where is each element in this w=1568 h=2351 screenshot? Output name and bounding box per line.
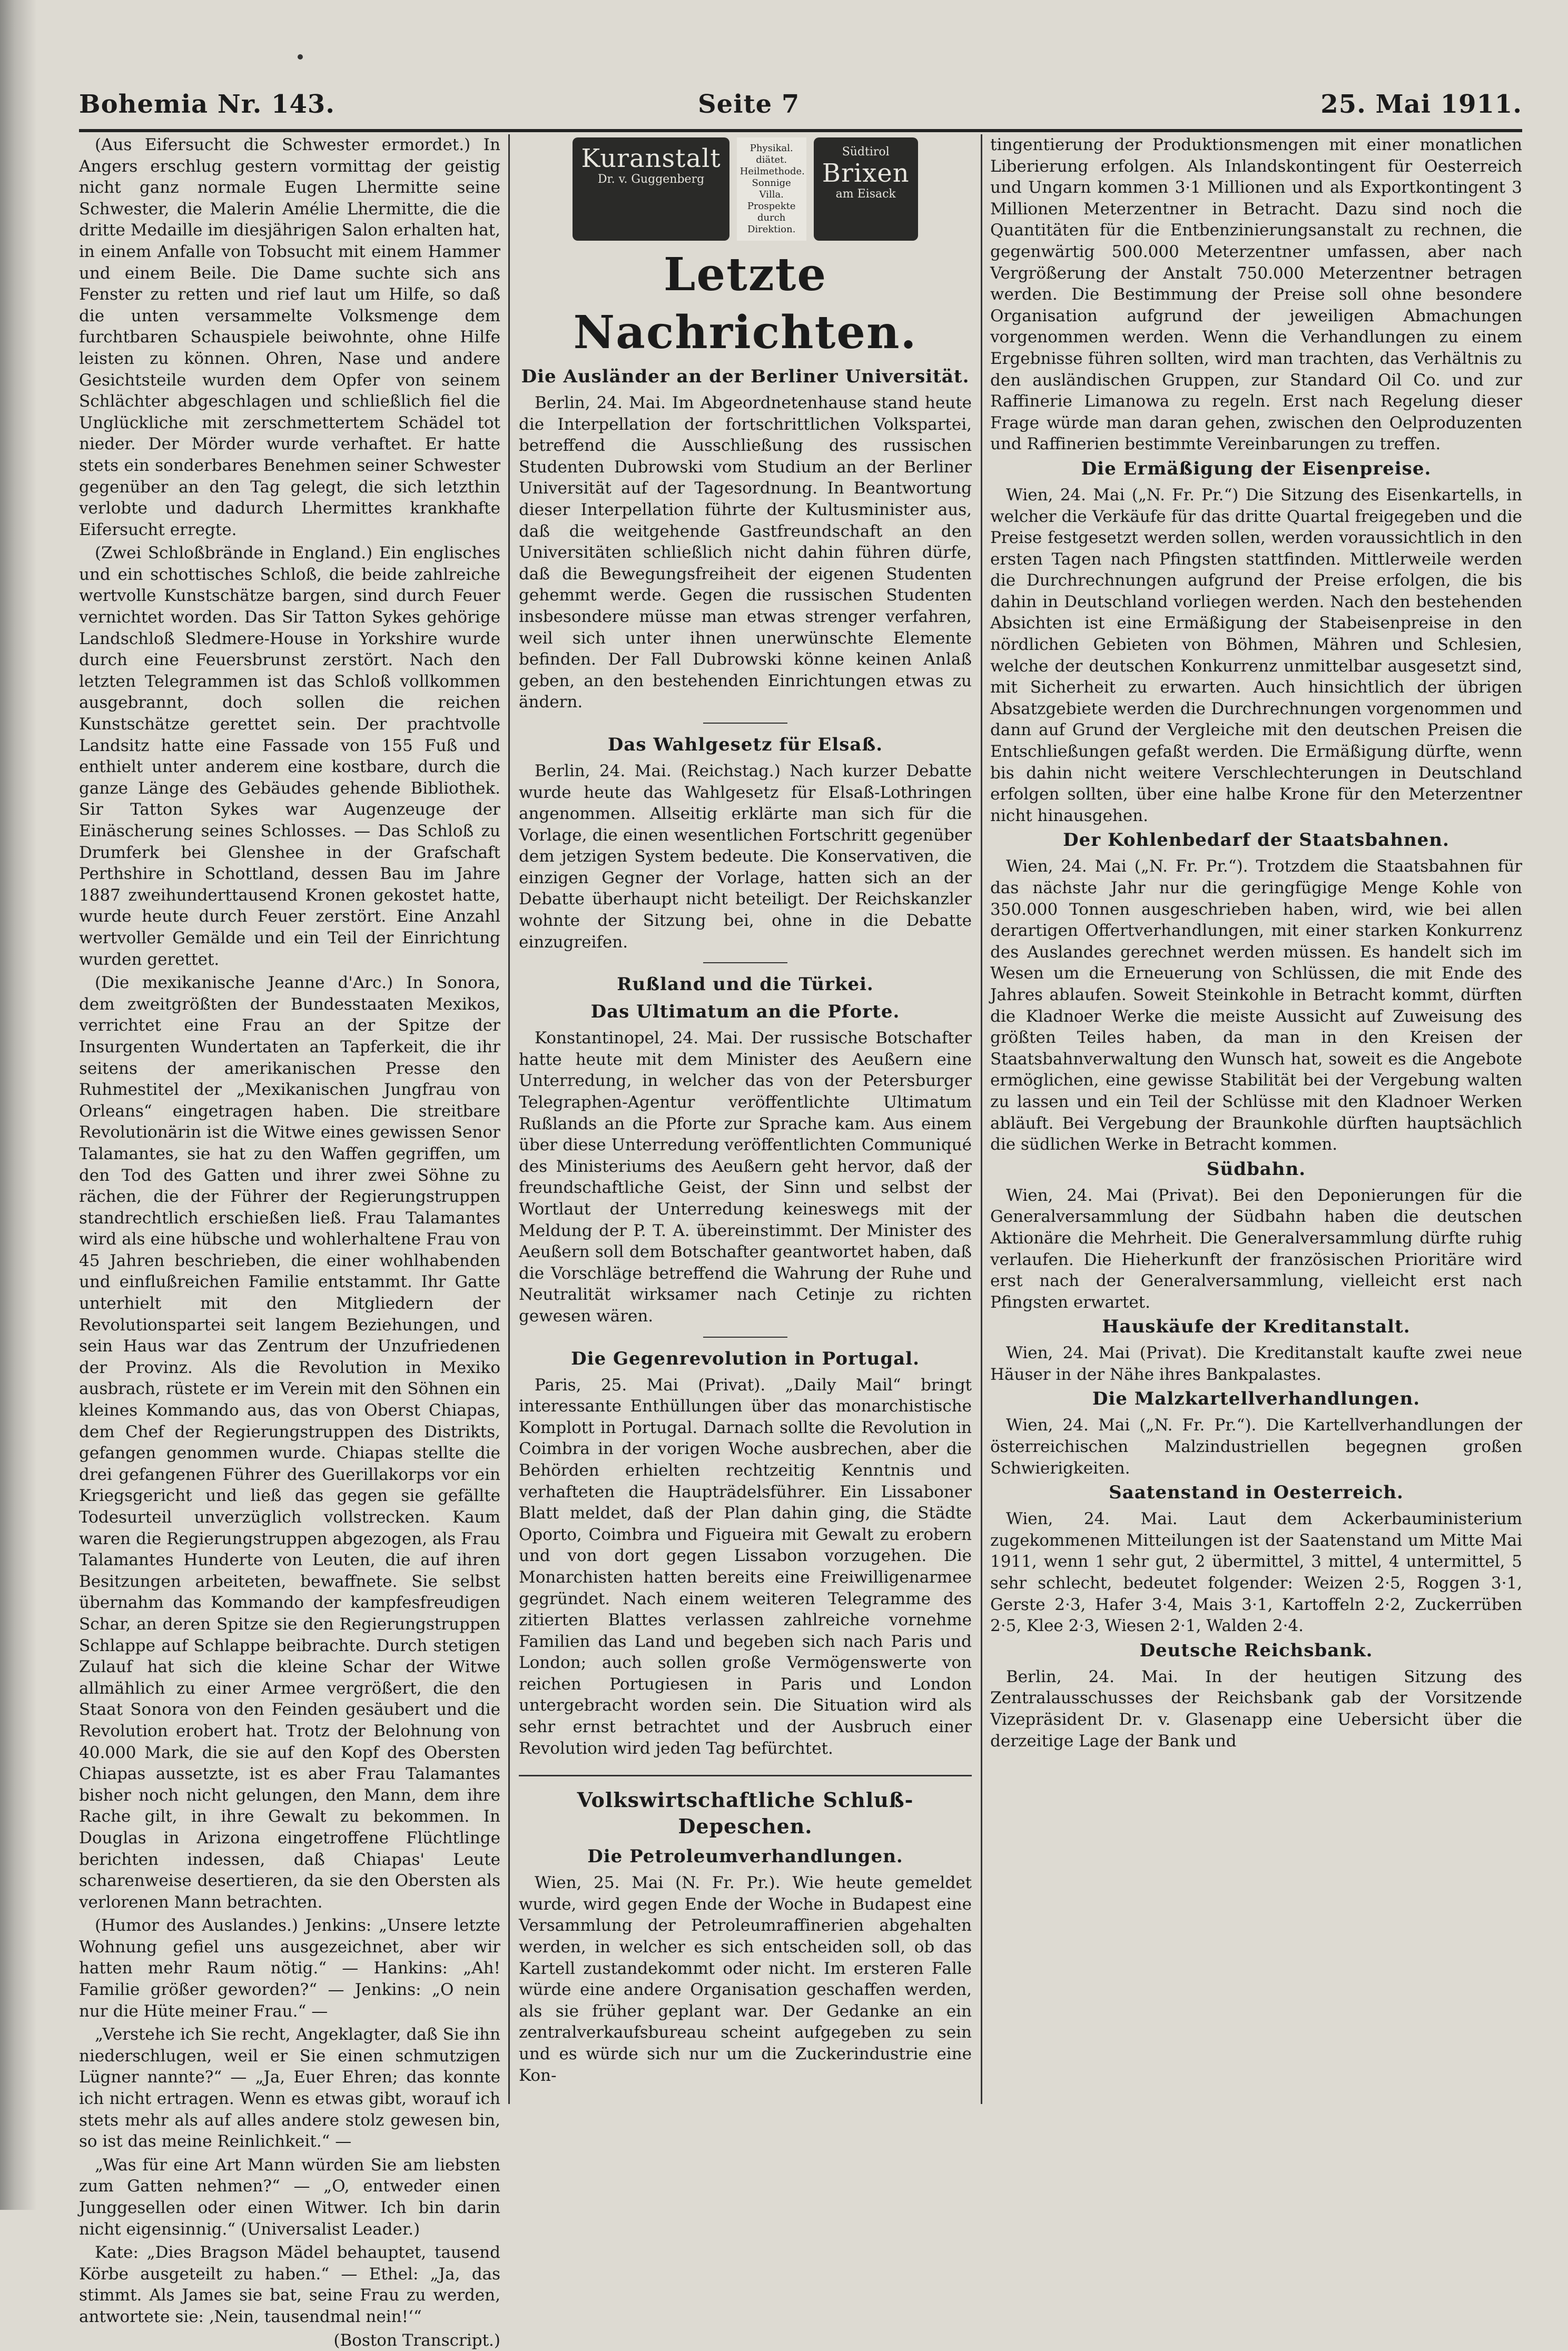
advertisement-kuranstalt xyxy=(519,137,972,241)
article-humor-2: „Verstehe ich Sie recht, Angeklagter, daß Sie ihn niederschlugen, weil er Sie einen schmutzigen Lügner nannte?“ — „Ja, Euer Ehren; das konnte ich nicht ertragen. Wenn es etwas gibt, worauf ich stets mehr als auf alles andere stolz gewesen bin, so ist das meine Reinlichkeit.“ — xyxy=(79,2025,500,2151)
ad-right-panel xyxy=(814,137,918,241)
headline-wahlgesetz: Das Wahlgesetz für Elsaß. xyxy=(607,734,883,755)
article-russland: Konstantinopel, 24. Mai. Der russische Botschafter hatte heute mit dem Minister des Aeußern eine Unterredung, in welcher das von der Petersburger Telegraphen-Agentur veröffentlichte Ultimatum Rußlands an die Pforte zur Sprache kam. Aus einem über diese Unterredung veröffentlichten Communiqué des Ministeriums des Aeußern geht hervor, daß der freundschaftliche Geist, der Sinn und selbst der Wortlaut der Unterredung keineswegs mit der Meldung der P. T. A. übereinstimmt. Der Minister des Aeußern soll dem Botschafter geantwortet haben, daß die Vorschläge betreffend die Wahrung der Ruhe und Neutralität wirksamer nach Cetinje zu richten gewesen wären. xyxy=(519,1029,972,1326)
headline-volkswirtschaft: Volkswirtschaftliche Schluß-Depeschen. xyxy=(519,1775,972,1840)
column-middle xyxy=(519,134,972,2104)
article-portugal: Paris, 25. Mai (Privat). „Daily Mail“ bringt interessante Enthüllungen über das monarchistische Komplott in Portugal. Darnach sollte die Revolution in Coimbra in der vorigen Woche ausbrechen, aber die Behörden erhielten rechtzeitig Kenntnis und verhafteten die Haupträdelsführer. Ein Lissaboner Blatt meldet, daß der Plan dahin ging, die Städte Oporto, Coimbra und Figueira mit Gewalt zu erobern und von dort gegen Lissabon vorzugehen. Die Monarchisten hatten bereits eine Freiwilligenarmee gegründet. Nach einem weiteren Telegramme des zitierten Blattes verlassen zahlreiche vornehme Familien das Land und begeben sich nach Paris und London; auch sollen große Vermögenswerte von reichen Portugiesen in Paris und London untergebracht worden sein. Die Situation wird als sehr ernst betrachtet und der Ausbruch einer Revolution wird jeden Tag befürchtet. xyxy=(519,1375,972,1758)
article-suedbahn: Wien, 24. Mai (Privat). Bei den Deponierungen für die Generalversammlung der Südbahn haben die deutschen Aktionäre die Mehrheit. Die Generalversammlung dürfte ruhig verlaufen. Die Hieherkunft der französischen Prioritäre wird erst nach der Generalversammlung, vielleicht erst nach Pfingsten erwartet. xyxy=(990,1186,1522,1312)
article-wahlgesetz: Berlin, 24. Mai. (Reichstag.) Nach kurzer Debatte wurde heute das Wahlgesetz für Elsaß-Lothringen angenommen. Allseitig erklärte man sich für die Vorlage, die einen wesentlichen Fortschritt gegenüber dem jetzigen System bedeute. Die Konservativen, die einzigen Gegner der Vorlage, hatten sich an der Debatte überhaupt nicht beteiligt. Der Reichskanzler wohnte der Sitzung bei, ohne in die Debatte einzugreifen. xyxy=(519,761,972,952)
column-left xyxy=(79,134,500,2350)
headline-saatenstand: Saatenstand in Oesterreich. xyxy=(1109,1482,1404,1504)
ad-left-panel xyxy=(573,137,729,241)
article-humor-1: (Humor des Auslandes.) Jenkins: „Unsere letzte Wohnung gefiel uns ausgezeichnet, aber wir hatten mehr Raum nötig.“ — Hankins: „Ah! Familie größer geworden?“ — Jenkins: „O nein nur die Hüte meiner Frau.“ — xyxy=(79,1916,500,2021)
article-auslaender: Berlin, 24. Mai. Im Abgeordnetenhause stand heute die Interpellation der fortschrittlichen Volkspartei, betreffend die Ausschließung des russischen Studenten Dubrowski vom Studium an der Berliner Universität auf der Tagesordnung. In Beantwortung dieser Interpellation führte der Kultusminister aus, daß die weitgehende Gastfreundschaft an den Universitäten schließlich nicht dahin führen dürfe, daß die Bewegungsfreiheit der eigenen Studenten gehemmt werde. Gegen die russischen Studenten insbesondere müsse man etwas strenger verfahren, weil sich unter ihnen unerwünschte Elemente befinden. Der Fall Dubrowski könne keinen Anlaß geben, an den bestehenden Einrichtungen etwas zu ändern. xyxy=(519,393,972,712)
ad-right-river: am Eisack xyxy=(835,187,896,201)
article-reichsbank: Berlin, 24. Mai. In der heutigen Sitzung des Zentralausschusses der Reichsbank gab der Vorsitzende Vizepräsident Dr. v. Glasenapp eine Uebersicht über die derzeitige Lage der Bank und xyxy=(990,1667,1522,1751)
subheadline-petroleum: Die Petroleumverhandlungen. xyxy=(587,1846,903,1868)
subheadline-ultimatum: Das Ultimatum an die Pforte. xyxy=(590,1001,900,1023)
article-humor-4: Kate: „Dies Bragson Mädel behauptet, tausend Körbe ausgeteilt zu haben.“ — Ethel: „Ja, das stimmt. Als James sie bat, seine Frau zu werden, antwortete sie: ‚Nein, tausendmal nein!‘“ xyxy=(79,2243,500,2326)
ad-left-title: Kuranstalt xyxy=(581,144,721,173)
headline-kohlenbedarf: Der Kohlenbedarf der Staatsbahnen. xyxy=(1063,829,1449,851)
article-eisenpreise: Wien, 24. Mai („N. Fr. Pr.“) Die Sitzung des Eisenkartells, in welcher die Verkäufe für das dritte Quartal freigegeben und die Preise festgesetzt werden sollen, werden voraussichtlich in den ersten Tagen nach Pfingsten stattfinden. Mittlerweile werden die Durchrechnungen aufgrund der Preise erfolgen, die bis dahin in Deutschland vorliegen werden. Nach den bestehenden Absichten ist eine Ermäßigung der Stabeisenpreise in den nördlichen Gebieten von Böhmen, Mähren und Schlesien, welche der deutschen Konkurrenz unmittelbar ausgesetzt sind, mit Sicherheit zu erwarten. Auch hinsichtlich der übrigen Absatzgebiete werden die Durchrechnungen vorgenommen und dann auf Grund der Vergleiche mit den deutschen Preisen die Entschließungen gefaßt werden. Die Ermäßigung dürfte, wenn bis dahin nicht weitere Verschlechterungen in Deutschland erfolgen sollten, über eine halbe Krone für den Meterzentner nicht hinausgehen. xyxy=(990,485,1522,825)
headline-reichsbank: Deutsche Reichsbank. xyxy=(1139,1639,1373,1661)
section-title: Letzte Nachrichten. xyxy=(573,248,918,359)
header-date: 25. Mai 1911. xyxy=(1320,90,1522,119)
article-saatenstand: Wien, 24. Mai. Laut dem Ackerbauministerium zugekommenen Mitteilungen ist der Saatenstand um Mitte Mai 1911, wenn 1 sehr gut, 2 übermittel, 3 mittel, 4 untermittel, 5 sehr schlecht, bedeutet folgender: Weizen 2·5, Roggen 3·1, Gerste 2·3, Hafer 3·4, Mais 3·1, Kartoffeln 2·2, Zuckerrüben 2·5, Klee 2·3, Wiesen 2·1, Walden 2·4. xyxy=(990,1509,1522,1636)
header-rule xyxy=(79,129,1522,132)
article-source: (Boston Transcript.) xyxy=(333,2330,500,2350)
ad-right-region: Südtirol xyxy=(842,145,890,159)
headline-auslaender: Die Ausländer an der Berliner Universität. xyxy=(521,366,970,387)
headline-russland: Rußland und die Türkei. xyxy=(617,974,874,995)
separator xyxy=(703,1337,787,1338)
page-header xyxy=(79,84,1522,126)
article-eifersucht: (Aus Eifersucht die Schwester ermordet.) In Angers erschlug gestern vormittag der geistig nicht ganz normale Eugen Lhermitte seine Schwester, die Malerin Amélie Lhermitte, die die dritte Medaille im diesjährigen Salon erhalten hat, in einem Anfalle von Tobsucht mit einem Hammer und einem Beile. Die Dame suchte sich ans Fenster zu retten und rief laut um Hilfe, so daß die unten versammelte Volksmenge dem furchtbaren Schauspiele beiwohnte, ohne Hilfe leisten zu können. Ohren, Nase und andere Gesichtsteile wurden dem Opfer von seinem Schlächter abgeschlagen und schließlich fiel die Unglückliche mit zerschmettertem Schädel tot nieder. Der Mörder wurde verhaftet. Er hatte stets ein sonderbares Benehmen seiner Schwester gegenüber an den Tag gelegt, die sich letzthin verlobte und dadurch Lhermittes krankhafte Eifersucht erregte. xyxy=(79,135,500,539)
page-edge-shadow xyxy=(0,0,37,2210)
headline-kreditanstalt: Hauskäufe der Kreditanstalt. xyxy=(1102,1316,1411,1338)
column-rule-1 xyxy=(508,134,510,2104)
article-kohlenbedarf: Wien, 24. Mai („N. Fr. Pr.“). Trotzdem die Staatsbahnen für das nächste Jahr nur die geringfügige Menge Kohle von 350.000 Tonnen ausgeschrieben haben, wird, wie bei allen derartigen Offertverhandlungen, mit einer starken Konkurrenz des Auslandes gerechnet werden müssen. Es handelt sich im Wesen um die Erneuerung von Schlüssen, die mit Ende des Jahres ablaufen. Soweit Steinkohle in Betracht kommt, dürften die Kladnoer Werke die meiste Aussicht auf Zuweisung des größten Teiles haben, da man in den Kreisen der Staatsbahnverwaltung den Wunsch hat, soweit es die Angebote ermöglichen, eine gewisse Stabilität bei der Vergebung walten zu lassen und ein Teil der Schlüsse mit den Kladnoer Werken abläuft. Bei Vergebung der Braunkohle dürften hauptsächlich die südlichen Werke in Betracht kommen. xyxy=(990,857,1522,1154)
separator xyxy=(703,723,787,724)
column-right xyxy=(990,134,1522,2104)
article-kreditanstalt: Wien, 24. Mai (Privat). Die Kreditanstalt kaufte zwei neue Häuser in der Nähe ihres Bankpalastes. xyxy=(990,1344,1522,1384)
article-schlossbraende: (Zwei Schloßbrände in England.) Ein englisches und ein schottisches Schloß, die beide zahlreiche wertvolle Kunstschätze bargen, sind durch Feuer vernichtet worden. Das Sir Tatton Sykes gehörige Landschloß Sledmere-House in Yorkshire wurde durch eine Feuersbrunst zerstört. Nach den letzten Telegrammen ist das Schloß vollkommen ausgebrannt, doch sollen die reichen Kunstschätze gerettet sein. Der prachtvolle Landsitz hatte eine Fassade von 155 Fuß und enthielt unter anderem eine kostbare, durch die ganze Länge des Gebäudes gehende Bibliothek. Sir Tatton Sykes war Augenzeuge der Einäscherung seines Schlosses. — Das Schloß zu Drumferk bei Glenshee in der Grafschaft Perthshire in Schottland, dessen Bau im Jahre 1887 zweihunderttausend Kronen gekostet hatte, wurde heute durch Feuer zerstört. Eine Anzahl wertvoller Gemälde und ein Teil der Einrichtung wurden gerettet. xyxy=(79,544,500,969)
headline-portugal: Die Gegenrevolution in Portugal. xyxy=(571,1348,920,1369)
ad-left-subtitle: Dr. v. Guggenberg xyxy=(597,173,705,186)
headline-suedbahn: Südbahn. xyxy=(1206,1158,1306,1180)
column-rule-2 xyxy=(981,134,982,2104)
article-humor-3: „Was für eine Art Mann würden Sie am liebsten zum Gatten nehmen?“ — „O, entweder einen Junggesellen oder einen Witwer. Ich bin darin nicht eigensinnig.“ (Universalist Leader.) xyxy=(79,2155,500,2239)
article-petroleum-continued: tingentierung der Produktionsmengen mit einer monatlichen Liberierung erfolgen. Als Inlandskontingent für Oesterreich und Ungarn kommen 3·1 Millionen und als Exportkontingent 3 Millionen Meterzentner in Betracht. Dazu sind noch die Quantitäten für die Entbenzinierungsanstalt zu rechnen, die gegenwärtig 500.000 Meterzentner umfassen, aber nach Vergrößerung der Anstalt 750.000 Meterzentner betragen werden. Die Bestimmung der Preise soll ohne besondere Organisation aufgrund der jeweiligen Abmachungen vorgenommen werden. Wenn die Verhandlungen zu einem Ergebnisse führen sollten, wird man trachten, das Verhältnis zu den ausländischen Gruppen, zur Standard Oil Co. und zur Raffinerie Limanowa zu regeln. Erst nach Regelung dieser Frage würde man daran gehen, zwischen den Oelproduzenten und Raffinerien bestimmte Vereinbarungen zu treffen. xyxy=(990,135,1522,454)
article-petroleum: Wien, 25. Mai (N. Fr. Pr.). Wie heute gemeldet wurde, wird gegen Ende der Woche in Budapest eine Versammlung der Petroleumraffinerien abgehalten werden, in welcher es sich entscheiden soll, ob das Kartell zustandekommt oder nicht. Im ersteren Falle würde eine andere Organisation geschaffen werden, als sie früher geplant war. Der Gedanke an ein zentralverkaufsbureau scheint aufgegeben zu sein und es würde sich nur um die Zuckerindustrie eine Kon- xyxy=(519,1873,972,2085)
article-jeanne-darc: (Die mexikanische Jeanne d'Arc.) In Sonora, dem zweitgrößten der Bundesstaaten Mexikos, verrichtet eine Frau an der Spitze der Insurgenten Wundertaten an Tapferkeit, die ihr seitens der amerikanischen Presse den Ruhmestitel der „Mexikanischen Jungfrau von Orleans“ eingetragen haben. Die streitbare Revolutionärin ist die Witwe eines gewissen Senor Talamantes, sie hat zu den Waffen gegriffen, um den Tod des Gatten und ihrer zwei Söhne zu rächen, die der Führer der Regierungstruppen standrechtlich erschießen ließ. Frau Talamantes wird als eine hübsche und wohlerhaltene Frau von 45 Jahren beschrieben, die einer wohlhabenden und einflußreichen Familie entstammt. Ihr Gatte unterhielt mit den Mitgliedern der Revolutionspartei seit langem Beziehungen, und sein Haus war das Zentrum der Unzufriedenen der Provinz. Als die Revolution in Mexiko ausbrach, rüstete er im Verein mit den Söhnen ein kleines Kommando aus, das von Oberst Chiapas, dem Chef der Regierungstruppen des Distrikts, gefangen genommen wurde. Chiapas stellte die drei gefangenen Führer des Guerillakorps vor ein Kriegsgericht und ließ das gegen sie gefällte Todesurteil unverzüglich vollstrecken. Kaum waren die Regierungstruppen abgezogen, als Frau Talamantes Hunderte von Leuten, die auf ihren Besitzungen arbeiteten, bewaffnete. Sie selbst übernahm das Kommando der kampfesfreudigen Schar, an deren Spitze sie den Regierungstruppen Schlappe auf Schlappe beibrachte. Durch stetigen Zulauf hat sich die kleine Schar der Witwe allmählich zu einer Armee vergrößert, die den Staat Sonora von den Feinden gesäubert und die Revolution erobert hat. Trotz der Belohnung von 40.000 Mark, die sie auf den Kopf des Obersten Chiapas aussetzte, ist es aber Frau Talamantes bisher noch nicht gelungen, den Mann, dem ihre Rache gilt, in ihre Gewalt zu bekommen. In Douglas in Arizona eingetroffene Flüchtlinge berichten indessen, daß Chiapas' Leute scharenweise desertieren, da sie den Obersten als verlorenen Mann betrachten. xyxy=(79,973,500,1912)
ad-middle-text: Physikal. diätet. Heilmethode. Sonnige Villa. Prospekte durch Direktion. xyxy=(737,137,806,241)
ad-right-town: Brixen xyxy=(822,159,910,188)
separator xyxy=(703,962,787,963)
header-publication: Bohemia Nr. 143. xyxy=(79,90,335,119)
ink-speck xyxy=(298,54,303,60)
headline-eisenpreise: Die Ermäßigung der Eisenpreise. xyxy=(1081,458,1432,479)
article-malzkartell: Wien, 24. Mai („N. Fr. Pr.“). Die Kartellverhandlungen der österreichischen Malzindustriellen begegnen großen Schwierigkeiten. xyxy=(990,1416,1522,1478)
headline-malzkartell: Die Malzkartellverhandlungen. xyxy=(1092,1388,1421,1410)
header-page-number: Seite 7 xyxy=(698,90,800,119)
